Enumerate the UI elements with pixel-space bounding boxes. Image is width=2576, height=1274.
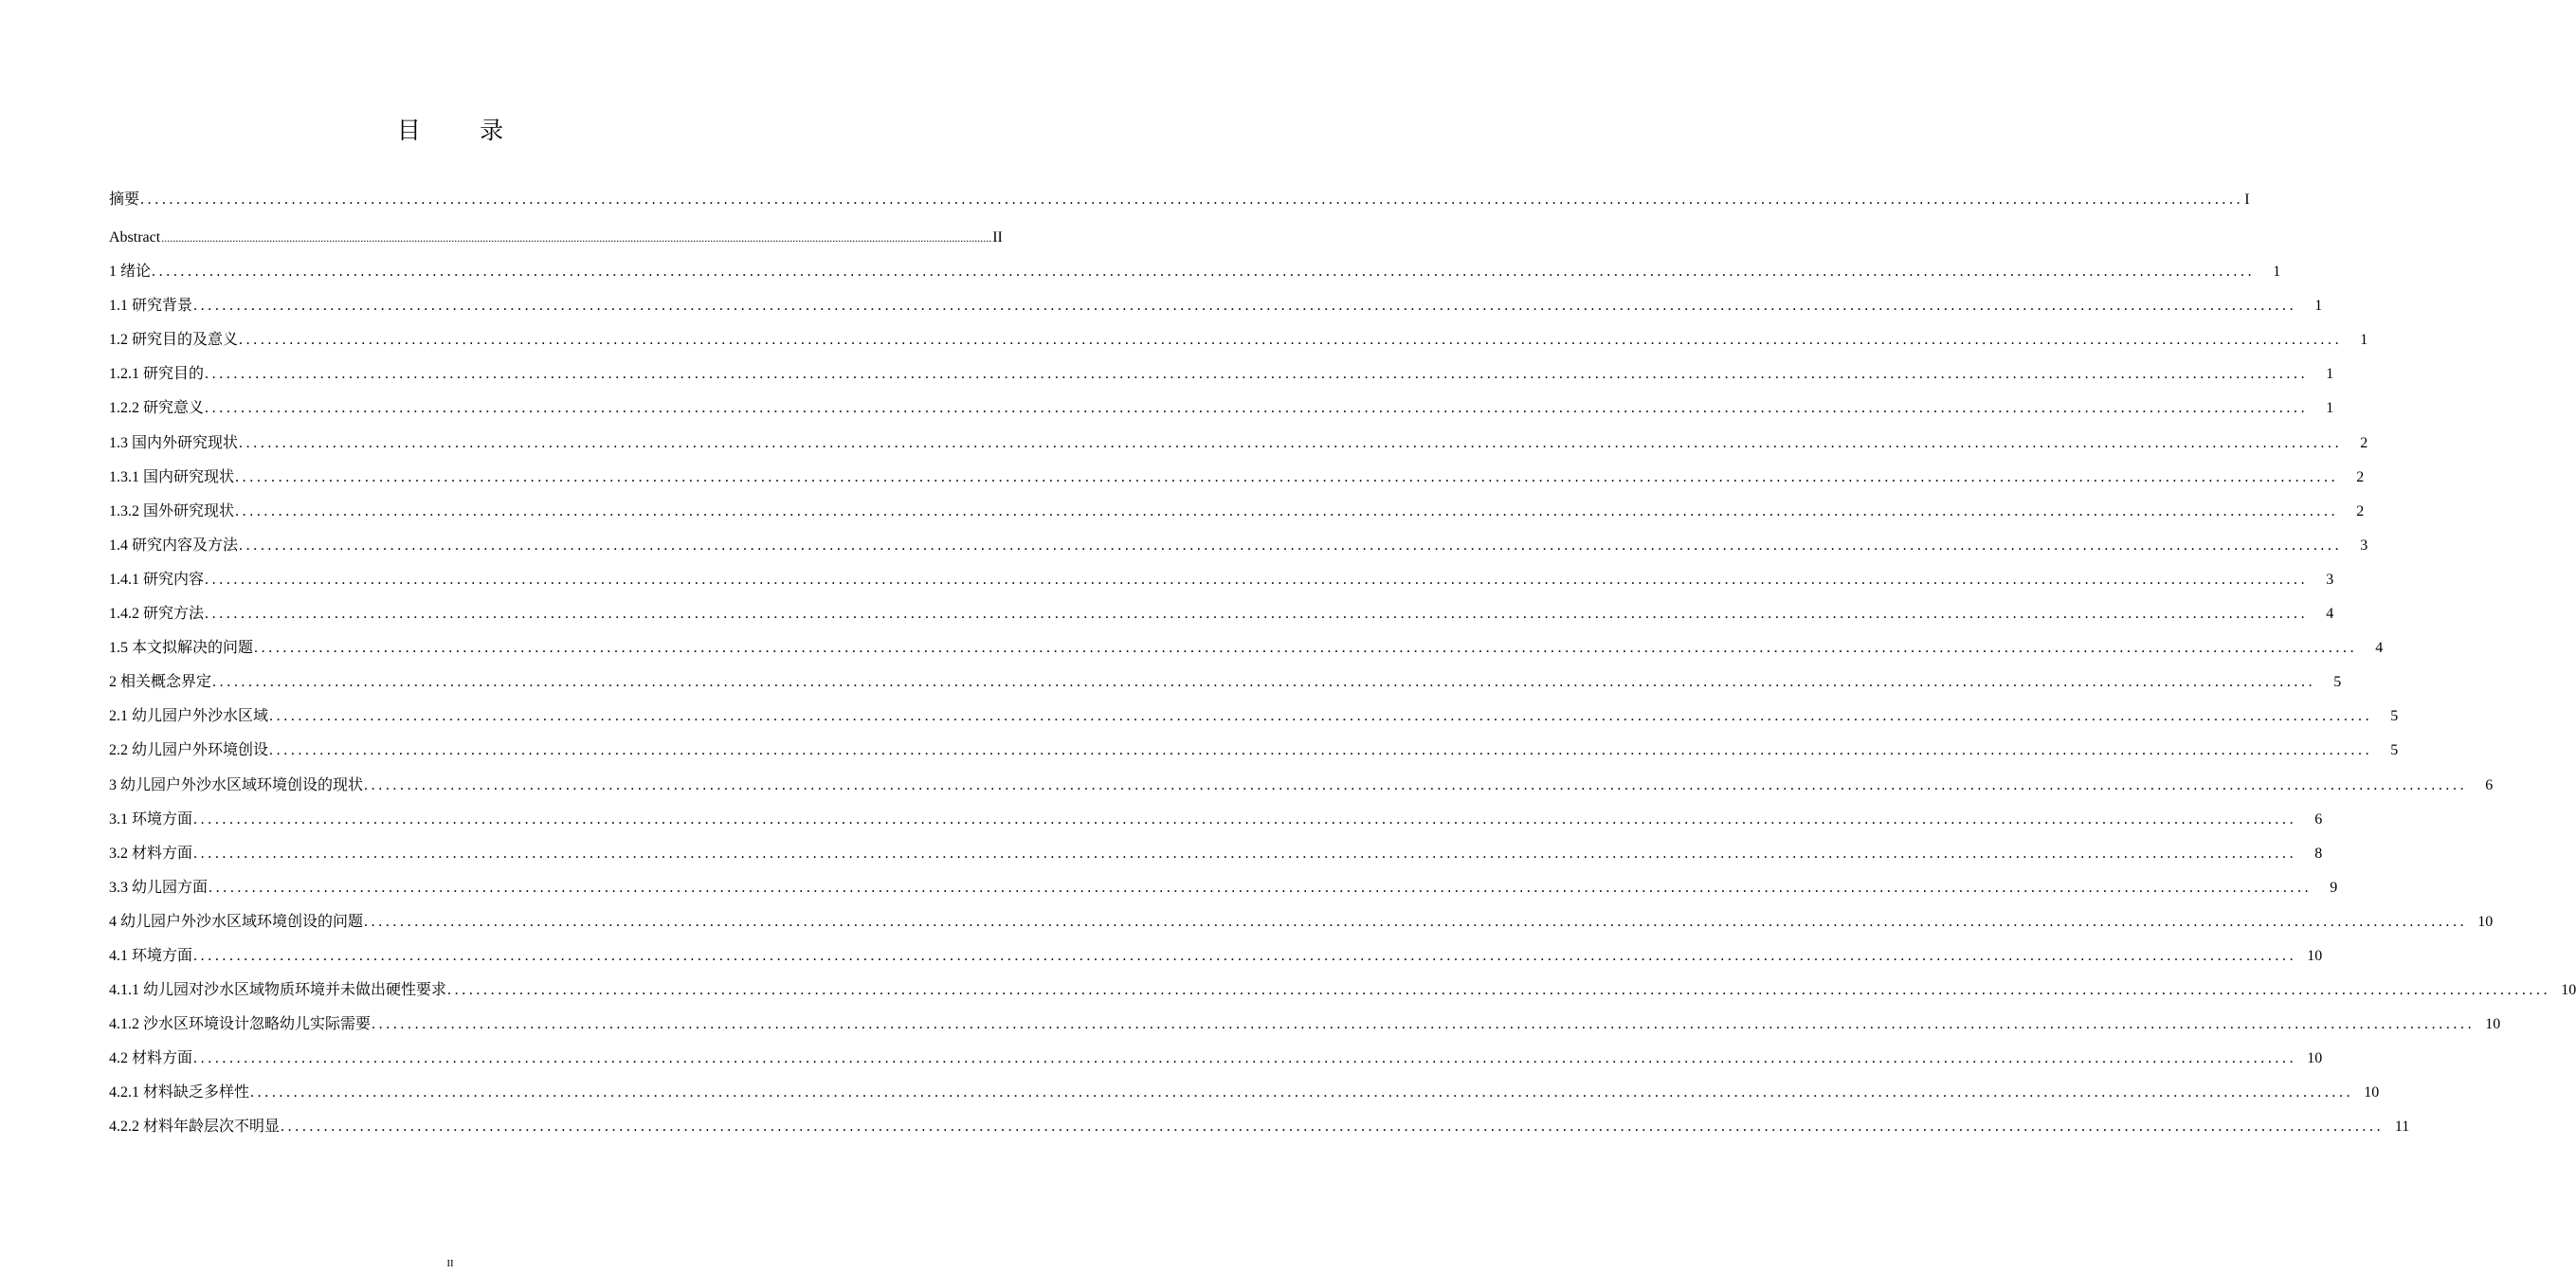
toc-leader-dots: .................................................................................................................................................................................................................................................................................................... [152, 264, 2256, 281]
toc-entry-page: 8 [2314, 845, 2323, 862]
toc-entry-label: 3.2 材料方面 [109, 845, 193, 862]
toc-entry-label: 1.2.1 研究目的 [109, 366, 205, 383]
toc-entry-page: 2 [2360, 434, 2368, 451]
toc-entry[interactable] [109, 296, 2323, 330]
toc-entry[interactable] [109, 740, 2399, 774]
toc-entry-label: 3.3 幼儿园方面 [109, 879, 209, 896]
toc-entry[interactable] [109, 364, 2334, 398]
toc-entry-label: 4 幼儿园户外沙水区域环境创设的问题 [109, 913, 364, 930]
toc-entry[interactable] [109, 706, 2399, 740]
toc-entry-page: 2 [2356, 502, 2365, 519]
toc-entry-page: 10 [2485, 1016, 2501, 1033]
toc-leader-dots: .................................................................................................................................................................................................................................................................................................... [140, 191, 2244, 208]
table-of-contents [109, 190, 2576, 1152]
toc-leader-dots: .................................................................................................................................................................................................................................................................................................... [239, 332, 2343, 349]
toc-entry-page: 6 [2314, 810, 2323, 828]
toc-entry[interactable] [109, 912, 2494, 946]
toc-entry-label: 3 幼儿园户外沙水区域环境创设的现状 [109, 776, 364, 793]
toc-entry[interactable] [109, 672, 2342, 706]
toc-entry-label: 1.3.2 国外研究现状 [109, 502, 235, 519]
toc-entry-page: 10 [2561, 982, 2576, 999]
toc-entry-label: 2 相关概念界定 [109, 674, 212, 691]
toc-entry-page: 11 [2394, 1119, 2410, 1136]
toc-entry-page: 5 [2390, 708, 2399, 725]
page-title: 目 录 [396, 118, 531, 144]
toc-entry-label: 1.4 研究内容及方法 [109, 537, 239, 554]
toc-entry-label: 2.2 幼儿园户外环境创设 [109, 742, 269, 759]
toc-entry-page: 10 [2307, 947, 2323, 964]
toc-entry[interactable] [109, 638, 2384, 672]
toc-entry[interactable] [109, 433, 2368, 467]
toc-entry[interactable] [109, 228, 1003, 262]
toc-entry-label: 1 绪论 [109, 264, 152, 281]
toc-entry-page: 6 [2485, 776, 2494, 793]
toc-entry-page: 2 [2356, 468, 2365, 485]
toc-entry-page: 4 [2375, 640, 2384, 657]
toc-leader-dots: .................................................................................................................................................................................................................................................................................................... [447, 982, 2551, 999]
toc-entry-label: 1.2.2 研究意义 [109, 400, 205, 417]
toc-leader-dots: .................................................................................................................................................................................................................................................................................................... [193, 810, 2297, 828]
toc-entry[interactable] [109, 467, 2365, 501]
toc-entry-page: 10 [2477, 913, 2494, 930]
toc-entry-page: 1 [2360, 332, 2368, 349]
toc-leader-dots: .................................................................................................................................................................................................................................................................................................... [364, 776, 2468, 793]
toc-leader-dots: .................................................................................................................................................................................................................................................................................................... [205, 400, 2309, 417]
toc-leader-dots: .................................................................................................................................................................................................................................................................................................... [364, 913, 2468, 930]
toc-leader-dots: .................................................................................................................................................................................................................................................................................................... [239, 537, 2343, 554]
toc-leader-dots: .................................................................................................................................................................................................................................................................................................... [235, 468, 2339, 485]
toc-entry[interactable] [109, 775, 2494, 810]
toc-leader-dots: .................................................................................................................................................................................................................................................................................................... [193, 845, 2297, 862]
toc-entry-label: 2.1 幼儿园户外沙水区域 [109, 708, 269, 725]
toc-entry[interactable] [109, 946, 2323, 980]
toc-entry-page: 4 [2326, 606, 2334, 623]
toc-entry-page: II [992, 229, 1003, 246]
toc-entry[interactable] [109, 501, 2365, 536]
toc-entry[interactable] [109, 844, 2323, 878]
toc-leader-dots: .................................................................................................................................................................................................................................................................................................... [254, 640, 2358, 657]
toc-leader-dots: .................................................................................................................................................................................................................................................................................................... [209, 879, 2313, 896]
toc-entry-label: 1.4.1 研究内容 [109, 571, 205, 588]
toc-entry-label: 摘要 [109, 191, 140, 208]
toc-entry-label: 4.2 材料方面 [109, 1050, 193, 1067]
toc-leader-dots: .................................................................................................................................................................................................................................................................................................... [193, 947, 2297, 964]
toc-entry-label: 4.1.2 沙水区环境设计忽略幼儿实际需要 [109, 1016, 372, 1033]
toc-leader-dots: .................................................................................................................................................................................................................................................................................................... [193, 1050, 2297, 1067]
toc-entry-label: 1.2 研究目的及意义 [109, 332, 239, 349]
toc-entry[interactable] [109, 398, 2334, 432]
toc-entry-page: 3 [2360, 537, 2368, 554]
toc-entry[interactable] [109, 536, 2368, 570]
footer-page-number: II [446, 1258, 454, 1269]
toc-leader-dots: .................................................................................................................................................................................................................................................................................................... [205, 366, 2309, 383]
toc-entry-page: 9 [2330, 879, 2338, 896]
toc-entry-page: 5 [2333, 674, 2342, 691]
toc-leader-dots: .................................................................................................................................................................................................................................................................................................... [161, 231, 992, 245]
toc-entry[interactable] [109, 604, 2334, 638]
toc-entry-page: 3 [2326, 571, 2334, 588]
toc-leader-dots: .................................................................................................................................................................................................................................................................................................... [372, 1016, 2476, 1033]
toc-leader-dots: .................................................................................................................................................................................................................................................................................................... [205, 571, 2309, 588]
toc-leader-dots: .................................................................................................................................................................................................................................................................................................... [269, 708, 2373, 725]
toc-entry[interactable] [109, 980, 2576, 1014]
toc-entry-label: 4.2.1 材料缺乏多样性 [109, 1084, 250, 1101]
toc-entry[interactable] [109, 262, 2281, 296]
toc-entry-page: 1 [2326, 400, 2334, 417]
toc-leader-dots: .................................................................................................................................................................................................................................................................................................... [269, 742, 2373, 759]
toc-leader-dots: .................................................................................................................................................................................................................................................................................................... [239, 434, 2343, 451]
toc-entry[interactable] [109, 1117, 2410, 1151]
toc-entry-page: 1 [2326, 366, 2334, 383]
toc-leader-dots: .................................................................................................................................................................................................................................................................................................... [235, 502, 2339, 519]
toc-entry[interactable] [109, 190, 2250, 228]
toc-entry-page: 5 [2390, 742, 2399, 759]
toc-entry-label: 4.1 环境方面 [109, 947, 193, 964]
toc-entry-label: Abstract [109, 229, 161, 246]
toc-entry-page: 1 [2273, 264, 2281, 281]
toc-entry-page: I [2244, 191, 2250, 208]
toc-entry[interactable] [109, 1083, 2380, 1117]
toc-entry-label: 1.5 本文拟解决的问题 [109, 640, 254, 657]
toc-entry-label: 3.1 环境方面 [109, 810, 193, 828]
toc-entry-page: 1 [2314, 298, 2323, 315]
toc-leader-dots: .................................................................................................................................................................................................................................................................................................... [250, 1084, 2354, 1101]
toc-entry-label: 1.1 研究背景 [109, 298, 193, 315]
toc-entry-label: 1.4.2 研究方法 [109, 606, 205, 623]
toc-entry[interactable] [109, 330, 2368, 364]
toc-entry[interactable] [109, 1048, 2323, 1083]
toc-entry-page: 10 [2307, 1050, 2323, 1067]
toc-leader-dots: .................................................................................................................................................................................................................................................................................................... [205, 606, 2309, 623]
toc-leader-dots: .................................................................................................................................................................................................................................................................................................... [212, 674, 2316, 691]
toc-entry-label: 4.1.1 幼儿园对沙水区域物质环境并未做出硬性要求 [109, 982, 447, 999]
toc-entry[interactable] [109, 810, 2323, 844]
toc-entry[interactable] [109, 1014, 2501, 1048]
toc-entry-label: 1.3.1 国内研究现状 [109, 468, 235, 485]
toc-entry-label: 4.2.2 材料年龄层次不明显 [109, 1119, 281, 1136]
toc-entry[interactable] [109, 570, 2334, 604]
toc-leader-dots: .................................................................................................................................................................................................................................................................................................... [193, 298, 2297, 315]
toc-entry[interactable] [109, 878, 2338, 912]
toc-leader-dots: .................................................................................................................................................................................................................................................................................................... [281, 1119, 2385, 1136]
toc-entry-label: 1.3 国内外研究现状 [109, 434, 239, 451]
toc-entry-page: 10 [2364, 1084, 2380, 1101]
